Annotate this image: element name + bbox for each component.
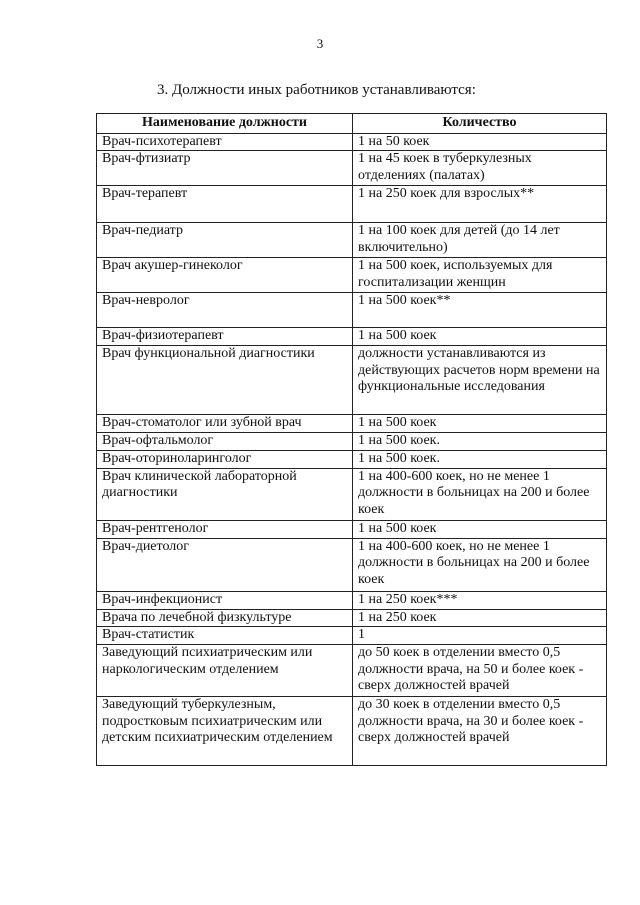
position-quantity: 1 на 500 коек. — [353, 433, 607, 451]
table-row — [97, 627, 607, 645]
table-row — [97, 538, 607, 591]
position-quantity: 1 на 50 коек — [353, 133, 607, 151]
position-quantity: 1 на 500 коек, используемых для госпитализации женщин — [353, 258, 607, 293]
position-quantity: 1 на 500 коек — [353, 415, 607, 433]
position-quantity: 1 на 500 коек** — [353, 293, 607, 328]
position-name: Заведующий туберкулезным, подростковым психиатрическим или детским психиатрическим отделением — [97, 697, 353, 766]
position-quantity: до 50 коек в отделении вместо 0,5 должности врача, на 50 и более коек - сверх должностей врачей — [353, 645, 607, 697]
table-row — [97, 133, 607, 151]
position-name: Врач-фтизиатр — [97, 151, 353, 186]
position-name: Врач-диетолог — [97, 538, 353, 591]
position-name: Врач-невролог — [97, 293, 353, 328]
position-quantity: 1 на 400-600 коек, но не менее 1 должности в больницах на 200 и более коек — [353, 538, 607, 591]
position-quantity: 1 на 45 коек в туберкулезных отделениях (палатах) — [353, 151, 607, 186]
position-name: Заведующий психиатрическим или наркологическим отделением — [97, 645, 353, 697]
position-name: Врач-терапевт — [97, 186, 353, 223]
position-name: Врач-инфекционист — [97, 591, 353, 609]
position-quantity: 1 на 250 коек*** — [353, 591, 607, 609]
table-row — [97, 151, 607, 186]
table-row — [97, 328, 607, 346]
table-header-row — [97, 114, 607, 134]
table-row — [97, 450, 607, 468]
position-name: Врач-психотерапевт — [97, 133, 353, 151]
table-row — [97, 223, 607, 258]
position-name: Врач-статистик — [97, 627, 353, 645]
positions-table — [96, 113, 607, 766]
table-row — [97, 346, 607, 415]
position-quantity: 1 на 400-600 коек, но не менее 1 должности в больницах на 200 и более коек — [353, 468, 607, 520]
header-position-name: Наименование должности — [97, 114, 353, 134]
position-name: Врач-стоматолог или зубной врач — [97, 415, 353, 433]
position-name: Врач акушер-гинеколог — [97, 258, 353, 293]
position-name: Врач клинической лабораторной диагностики — [97, 468, 353, 520]
position-name: Врач-рентгенолог — [97, 520, 353, 538]
position-name: Врача по лечебной физкультуре — [97, 609, 353, 627]
table-row — [97, 415, 607, 433]
table-row — [97, 293, 607, 328]
position-quantity: до 30 коек в отделении вместо 0,5 должности врача, на 30 и более коек - сверх должностей врачей — [353, 697, 607, 766]
table-row — [97, 520, 607, 538]
header-quantity: Количество — [353, 114, 607, 134]
position-quantity: 1 на 250 коек — [353, 609, 607, 627]
position-quantity: 1 на 500 коек — [353, 328, 607, 346]
position-quantity: 1 на 250 коек для взрослых** — [353, 186, 607, 223]
position-quantity: должности устанавливаются из действующих расчетов норм времени на функциональные исследования — [353, 346, 607, 415]
position-name: Врач-педиатр — [97, 223, 353, 258]
page-number: 3 — [316, 36, 324, 51]
table-row — [97, 433, 607, 451]
section-heading: 3. Должности иных работников устанавливаются: — [157, 82, 476, 98]
position-quantity: 1 — [353, 627, 607, 645]
table-row — [97, 468, 607, 520]
position-name: Врач-физиотерапевт — [97, 328, 353, 346]
table-row — [97, 591, 607, 609]
table-row — [97, 258, 607, 293]
position-quantity: 1 на 500 коек — [353, 520, 607, 538]
table-row — [97, 186, 607, 223]
position-name: Врач-оториноларинголог — [97, 450, 353, 468]
table-row — [97, 609, 607, 627]
table-row — [97, 645, 607, 697]
position-quantity: 1 на 100 коек для детей (до 14 лет включительно) — [353, 223, 607, 258]
position-name: Врач-офтальмолог — [97, 433, 353, 451]
position-quantity: 1 на 500 коек. — [353, 450, 607, 468]
position-name: Врач функциональной диагностики — [97, 346, 353, 415]
table-row — [97, 697, 607, 766]
